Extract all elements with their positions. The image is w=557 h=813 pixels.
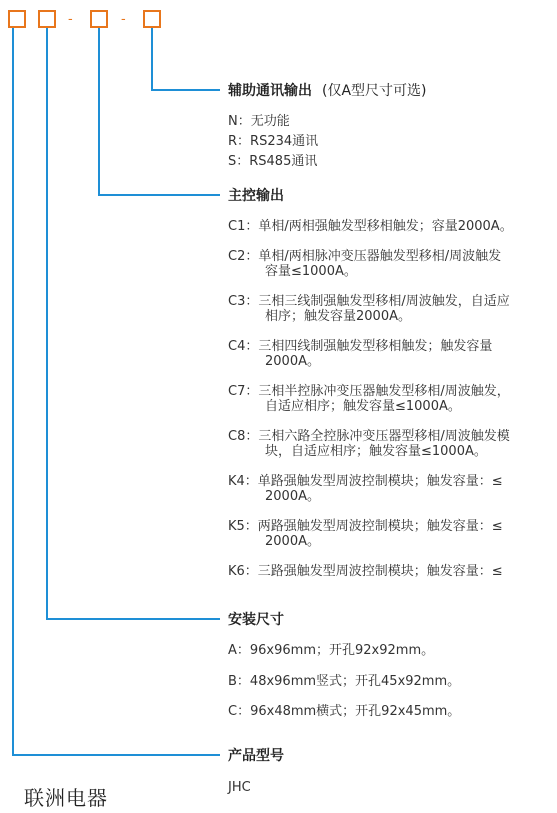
connector-line-4 bbox=[151, 28, 153, 91]
main-output-title: 主控输出 bbox=[228, 188, 284, 204]
code-box-3 bbox=[90, 10, 108, 28]
connector-line-2 bbox=[46, 28, 48, 620]
main-output-item-k4: K4：单路强触发型周波控制模块；触发容量：≤ bbox=[228, 474, 503, 489]
mount-size-item-a: A：96x96mm；开孔92x92mm。 bbox=[228, 643, 435, 658]
main-output-item-c3: C3：三相三线制强触发型移相/周波触发，自适应 bbox=[228, 294, 510, 309]
aux-comm-title bbox=[228, 83, 427, 99]
model-value: JHC bbox=[228, 780, 251, 795]
connector-line-4-h bbox=[151, 89, 220, 91]
aux-comm-item-s: S：RS485通讯 bbox=[228, 154, 318, 169]
separator-1: - bbox=[68, 12, 73, 27]
aux-comm-item-n: N：无功能 bbox=[228, 114, 290, 129]
mount-size-item-b: B：48x96mm竖式；开孔45x92mm。 bbox=[228, 674, 461, 689]
main-output-item-k6: K6：三路强触发型周波控制模块；触发容量：≤ bbox=[228, 564, 503, 579]
main-output-item-c1: C1：单相/两相强触发型移相触发；容量2000A。 bbox=[228, 219, 513, 234]
mount-size-item-c: C：96x48mm横式；开孔92x45mm。 bbox=[228, 704, 461, 719]
connector-line-3-h bbox=[98, 194, 220, 196]
connector-line-1 bbox=[12, 28, 14, 756]
code-box-1 bbox=[8, 10, 26, 28]
aux-comm-note: (仅A型尺寸可选) bbox=[322, 83, 427, 99]
code-box-2 bbox=[38, 10, 56, 28]
aux-comm-title-text: 辅助通讯输出 bbox=[228, 83, 312, 99]
main-output-item-k5: K5：两路强触发型周波控制模块；触发容量：≤ bbox=[228, 519, 503, 534]
main-output-item-k5-cont: 2000A。 bbox=[265, 534, 320, 549]
mount-size-title: 安装尺寸 bbox=[228, 612, 284, 628]
main-output-item-c2: C2：单相/两相脉冲变压器触发型移相/周波触发 bbox=[228, 249, 502, 264]
main-output-item-c8: C8：三相六路全控脉冲变压器型移相/周波触发模 bbox=[228, 429, 510, 444]
main-output-item-k4-cont: 2000A。 bbox=[265, 489, 320, 504]
connector-line-1-h bbox=[12, 754, 220, 756]
main-output-item-c2-cont: 容量≤1000A。 bbox=[265, 264, 357, 279]
connector-line-3 bbox=[98, 28, 100, 196]
main-output-item-c7-cont: 自适应相序；触发容量≤1000A。 bbox=[265, 399, 461, 414]
connector-line-2-h bbox=[46, 618, 220, 620]
main-output-item-c3-cont: 相序；触发容量2000A。 bbox=[265, 309, 411, 324]
code-box-4 bbox=[143, 10, 161, 28]
aux-comm-item-r: R：RS234通讯 bbox=[228, 134, 319, 149]
separator-2: - bbox=[121, 12, 126, 27]
main-output-item-c7: C7：三相半控脉冲变压器触发型移相/周波触发， bbox=[228, 384, 510, 399]
main-output-item-c8-cont: 块，自适应相序；触发容量≤1000A。 bbox=[265, 444, 487, 459]
main-output-item-c4: C4：三相四线制强触发型移相触发；触发容量 bbox=[228, 339, 493, 354]
main-output-item-c4-cont: 2000A。 bbox=[265, 354, 320, 369]
brand-name: 联洲电器 bbox=[24, 786, 108, 810]
model-title: 产品型号 bbox=[228, 748, 284, 764]
